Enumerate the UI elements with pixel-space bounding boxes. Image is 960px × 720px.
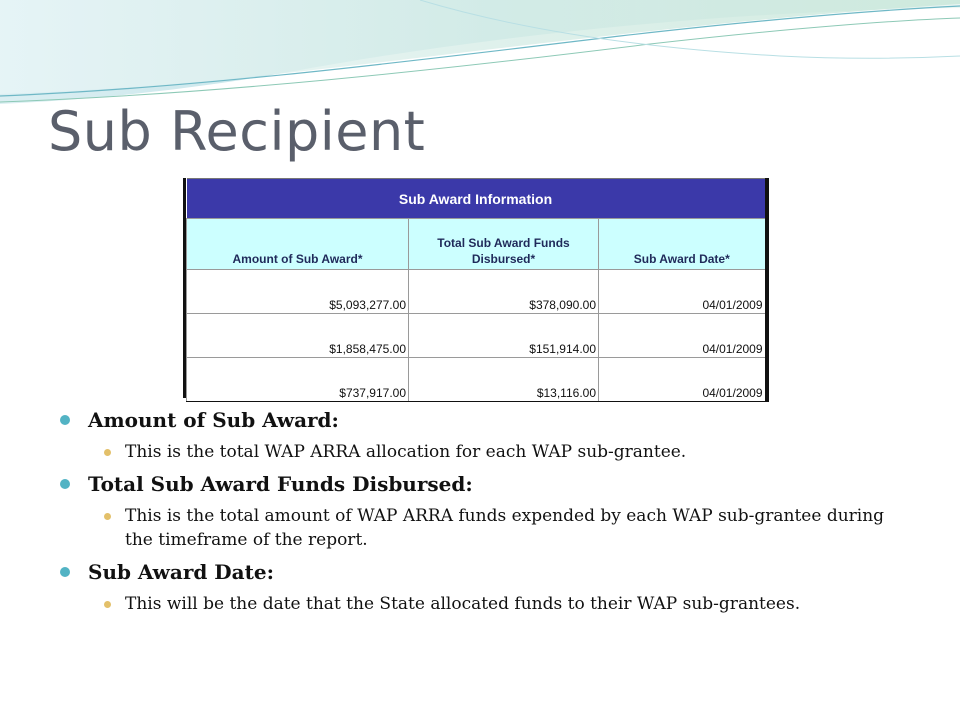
cell-disbursed: $13,116.00 bbox=[409, 358, 599, 402]
bullet-heading-text: Total Sub Award Funds Disbursed: bbox=[88, 472, 473, 496]
gold-bullet-icon bbox=[104, 449, 111, 456]
table-row bbox=[187, 314, 767, 358]
bullet-detail-text: This is the total WAP ARRA allocation for each WAP sub-grantee. bbox=[125, 442, 687, 462]
bullet-detail-text: This will be the date that the State allocated funds to their WAP sub-grantees. bbox=[125, 594, 801, 614]
teal-bullet-icon bbox=[60, 415, 70, 425]
sub-award-table bbox=[186, 178, 769, 402]
bullet-detail-text: This is the total amount of WAP ARRA funds expended by each WAP sub-grantee during the timeframe of the report. bbox=[125, 506, 885, 550]
cell-amount: $737,917.00 bbox=[187, 358, 409, 402]
bullet-list bbox=[58, 400, 938, 616]
cell-amount: $5,093,277.00 bbox=[187, 270, 409, 314]
table-row bbox=[187, 358, 767, 402]
column-header-amount: Amount of Sub Award* bbox=[187, 219, 409, 270]
bullet-detail bbox=[58, 592, 885, 616]
slide-title: Sub Recipient bbox=[48, 100, 426, 163]
cell-date: 04/01/2009 bbox=[599, 314, 767, 358]
cell-date: 04/01/2009 bbox=[599, 270, 767, 314]
teal-bullet-icon bbox=[60, 567, 70, 577]
column-header-disbursed: Total Sub Award Funds Disbursed* bbox=[409, 219, 599, 270]
cell-date: 04/01/2009 bbox=[599, 358, 767, 402]
gold-bullet-icon bbox=[104, 513, 111, 520]
bullet-detail bbox=[58, 440, 885, 464]
bullet-heading-text: Sub Award Date: bbox=[88, 560, 274, 584]
cell-disbursed: $378,090.00 bbox=[409, 270, 599, 314]
teal-bullet-icon bbox=[60, 479, 70, 489]
cell-disbursed: $151,914.00 bbox=[409, 314, 599, 358]
bullet-heading bbox=[58, 558, 938, 586]
sub-award-table-image bbox=[183, 178, 773, 398]
table-row bbox=[187, 270, 767, 314]
bullet-heading-text: Amount of Sub Award: bbox=[88, 408, 339, 432]
bullet-detail bbox=[58, 504, 885, 552]
bullet-heading bbox=[58, 406, 938, 434]
cell-amount: $1,858,475.00 bbox=[187, 314, 409, 358]
table-title: Sub Award Information bbox=[187, 179, 767, 219]
bullet-heading bbox=[58, 470, 938, 498]
column-header-date: Sub Award Date* bbox=[599, 219, 767, 270]
gold-bullet-icon bbox=[104, 601, 111, 608]
